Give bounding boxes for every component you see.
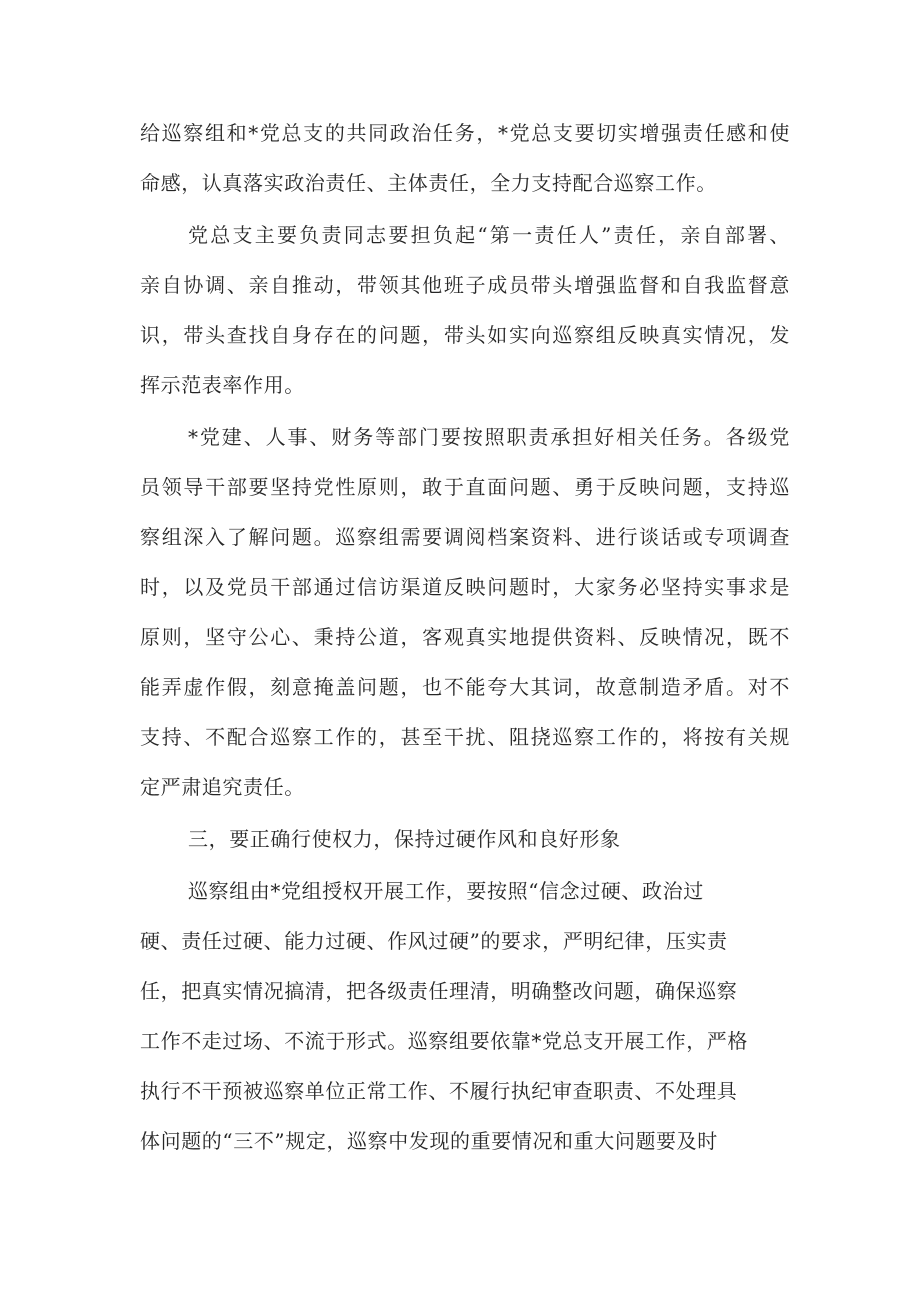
paragraph-3-line-5: 原则，坚守公心、秉持公道，客观真实地提供资料、反映情况，既不 xyxy=(140,625,790,649)
paragraph-3-line-6: 能弄虚作假，刻意掩盖问题，也不能夸大其词，故意制造矛盾。对不 xyxy=(140,675,790,699)
paragraph-1-line-1: 给巡察组和*党总支的共同政治任务，*党总支要切实增强责任感和使 xyxy=(140,121,790,145)
paragraph-3-line-2: 员领导干部要坚持党性原则，敢于直面问题、勇于反映问题，支持巡 xyxy=(140,475,790,499)
paragraph-5-line-6: 体问题的“三不”规定，巡察中发现的重要情况和重大问题要及时 xyxy=(140,1129,718,1153)
paragraph-2-line-2: 亲自协调、亲自推动，带领其他班子成员带头增强监督和自我监督意 xyxy=(140,273,790,297)
paragraph-5-line-4: 工作不走过场、不流于形式。巡察组要依靠*党总支开展工作，严格 xyxy=(140,1029,748,1053)
paragraph-1-line-2: 命感，认真落实政治责任、主体责任，全力支持配合巡察工作。 xyxy=(140,171,717,195)
paragraph-3-line-8: 定严肃追究责任。 xyxy=(140,775,305,799)
paragraph-5-line-2: 硬、责任过硬、能力过硬、作风过硬”的要求，严明纪律，压实责 xyxy=(140,929,728,953)
paragraph-2-line-4: 挥示范表率作用。 xyxy=(140,373,305,397)
paragraph-5-line-3: 任，把真实情况搞清，把各级责任理清，明确整改问题，确保巡察 xyxy=(140,979,738,1003)
paragraph-3-line-3: 察组深入了解问题。巡察组需要调阅档案资料、进行谈话或专项调查 xyxy=(140,525,790,549)
paragraph-3-line-7: 支持、不配合巡察工作的，甚至干扰、阻挠巡察工作的，将按有关规 xyxy=(140,725,790,749)
paragraph-2-line-3: 识，带头查找自身存在的问题，带头如实向巡察组反映真实情况，发 xyxy=(140,323,790,347)
paragraph-5-line-5: 执行不干预被巡察单位正常工作、不履行执纪审查职责、不处理具 xyxy=(140,1079,738,1103)
section-heading: 三，要正确行使权力，保持过硬作风和良好形象 xyxy=(188,827,621,851)
paragraph-3-line-4: 时，以及党员干部通过信访渠道反映问题时，大家务必坚持实事求是 xyxy=(140,575,790,599)
paragraph-5-line-1: 巡察组由*党组授权开展工作，要按照“信念过硬、政治过 xyxy=(188,879,704,903)
paragraph-3-line-1: *党建、人事、财务等部门要按照职责承担好相关任务。各级党 xyxy=(188,425,790,449)
paragraph-2-line-1: 党总支主要负责同志要担负起“第一责任人”责任，亲自部署、 xyxy=(188,223,790,247)
